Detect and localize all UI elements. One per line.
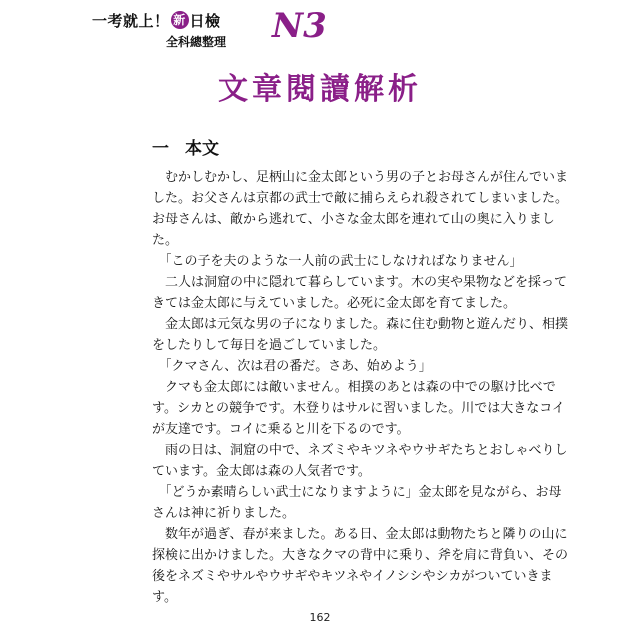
text-line: むかしむかし、足柄山に金太郎という男の子とお母さんが住んでいま: [152, 170, 569, 185]
text-line: 探検に出かけました。大きなクマの背中に乗り、斧を肩に背負い、その: [152, 548, 569, 563]
section-number: 一: [152, 139, 169, 159]
text-line: した。お父さんは京都の武士で敵に捕らえられ殺されてしまいました。: [152, 191, 569, 206]
text-line: た。: [152, 233, 179, 248]
text-line: す。: [152, 590, 177, 605]
section-heading: [152, 134, 219, 159]
page-title: 文章閱讀解析: [218, 72, 422, 107]
text-line: をしたりして毎日を過ごしていました。: [152, 338, 387, 353]
section-title: 本文: [185, 139, 219, 159]
book-header: [92, 6, 327, 58]
series-title: [92, 10, 221, 31]
text-line: 「クマさん、次は君の番だ。さあ、始めよう」: [152, 359, 432, 374]
text-line: 金太郎は元気な男の子になりました。森に住む動物と遊んだり、相撲: [152, 317, 569, 332]
text-line: 「この子を夫のような一人前の武士にしなければなりません」: [152, 254, 523, 269]
text-line: きては金太郎に与えていました。必死に金太郎を育てました。: [152, 296, 517, 311]
text-line: 二人は洞窟の中に隠れて暮らしています。木の実や果物などを採って: [152, 275, 567, 290]
text-line: お母さんは、敵から逃れて、小さな金太郎を連れて山の奥に入りまし: [152, 212, 555, 227]
page-number: 162: [309, 611, 331, 624]
text-line: が友達です。コイに乗ると川を下るのです。: [152, 422, 410, 437]
text-line: 数年が過ぎ、春が来ました。ある日、金太郎は動物たちと隣りの山に: [152, 527, 568, 542]
text-line: クマも金太郎には敵いません。相撲のあとは森の中での駆け比べで: [152, 380, 556, 395]
text-line: 雨の日は、洞窟の中で、ネズミやキツネやウサギたちとおしゃべりし: [152, 443, 568, 458]
text-line: 後をネズミやサルやウサギやキツネやイノシシやシカがついていきま: [152, 569, 553, 584]
body-text: [152, 167, 569, 608]
series-subtitle: 全科總整理: [166, 35, 227, 49]
series-title-part1: 一考就上！: [92, 12, 170, 30]
level-label: N3: [272, 6, 327, 46]
text-line: ています。金太郎は森の人気者です。: [152, 464, 371, 479]
text-line: す。シカとの競争です。木登りはサルに習いました。川では大きなコイ: [152, 401, 565, 416]
new-badge: 新: [171, 11, 189, 29]
text-line: さんは神に祈りました。: [152, 506, 296, 521]
text-line: 「どうか素晴らしい武士になりますように」金太郎を見ながら、お母: [152, 485, 562, 500]
series-title-part2: 日檢: [189, 12, 221, 30]
